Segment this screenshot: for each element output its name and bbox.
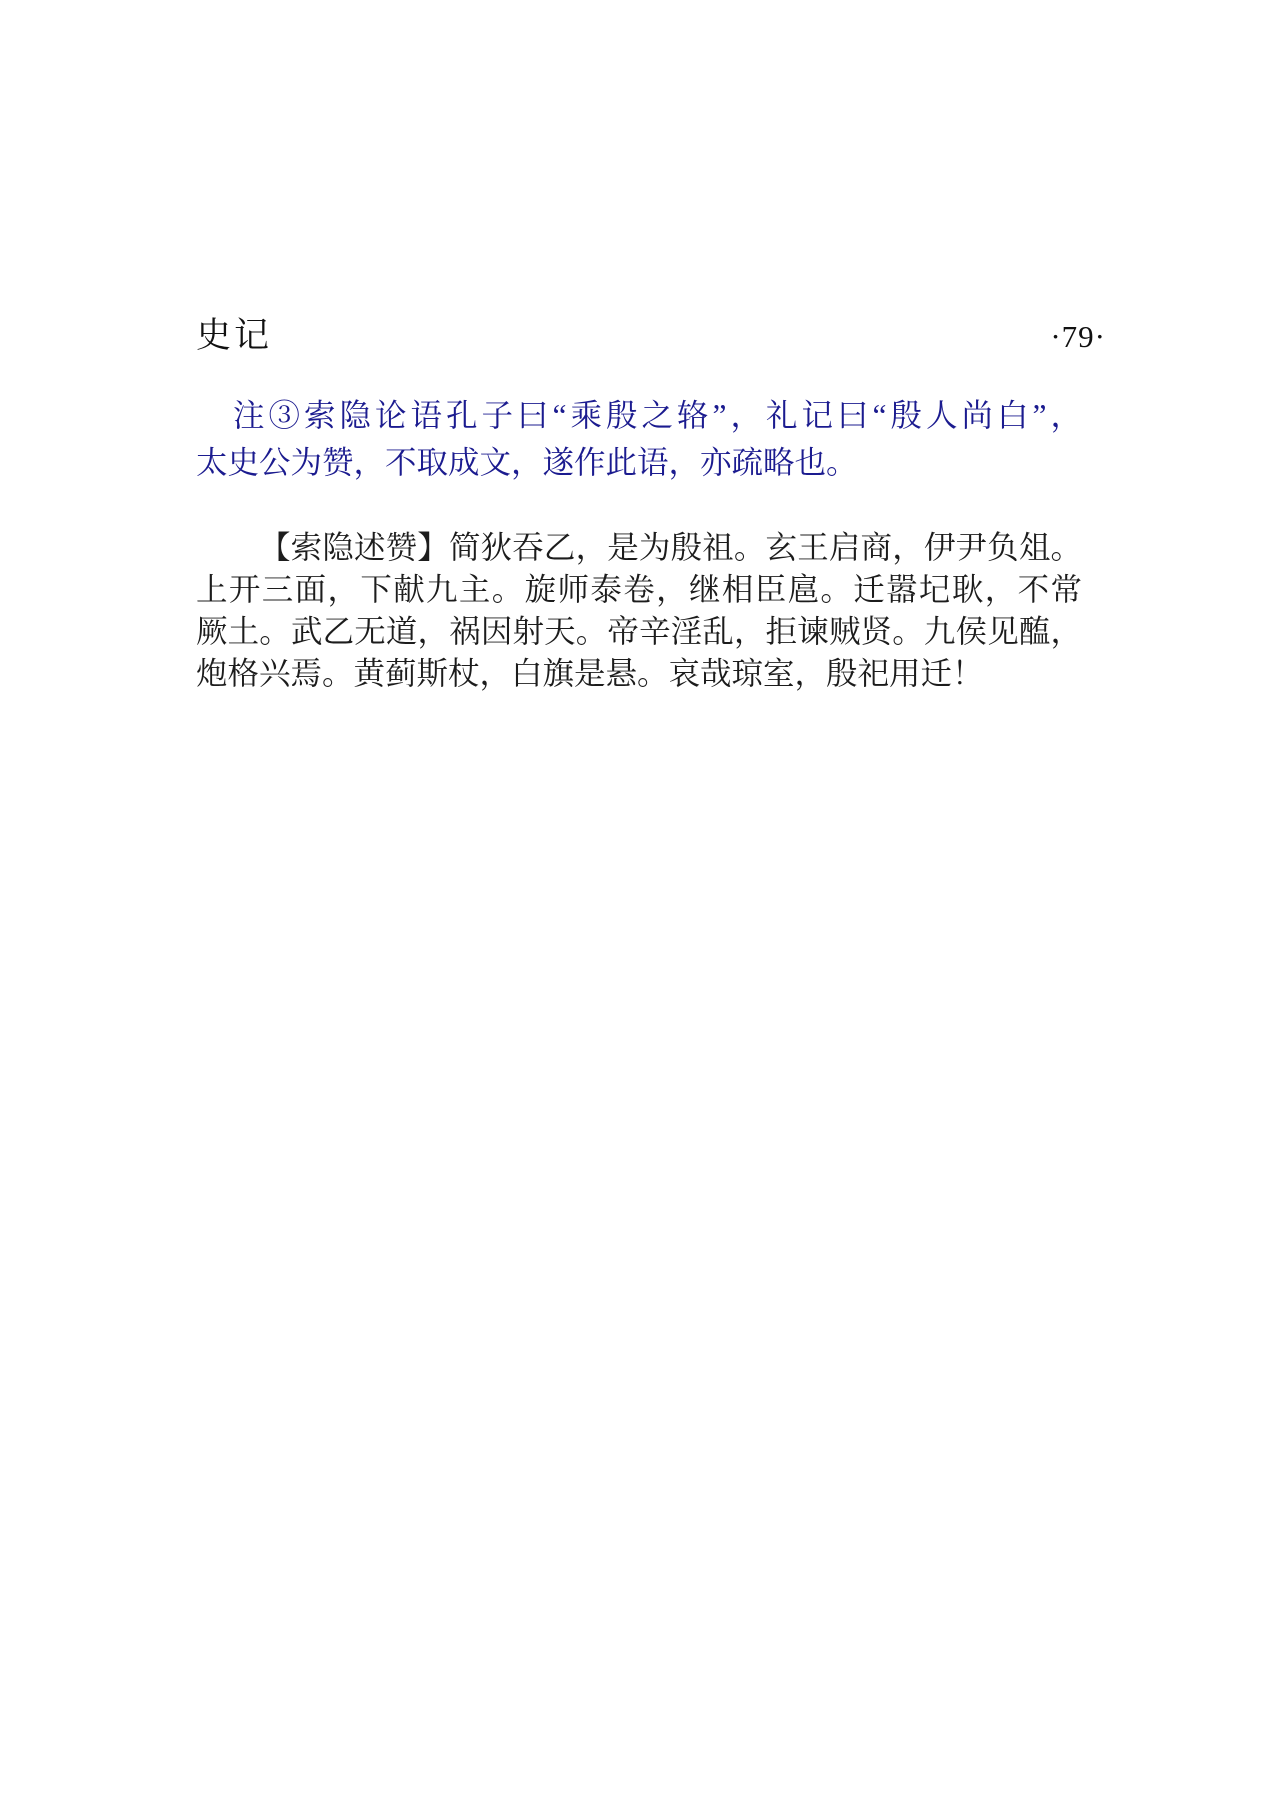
verse-line-4: 炮格兴焉。黄蓟斯杖，白旗是悬。哀哉琼室，殷祀用迁！ — [196, 656, 984, 691]
verse-line-1: 【索隐述赞】简狄吞乙，是为殷祖。玄王启商，伊尹负俎。 — [259, 530, 1082, 565]
book-title: 史记 — [196, 316, 273, 355]
annotation-line-1: 注③索隐论语孔子曰“乘殷之辂”，礼记曰“殷人尚白”， — [233, 398, 1082, 433]
annotation-paragraph — [196, 392, 1082, 486]
verse-line-2: 上开三面，下献九主。旋师泰卷，继相臣扈。迁嚣圮耿，不常 — [196, 572, 1082, 607]
page-header — [196, 308, 1106, 358]
verse-line-3: 厥土。武乙无道，祸因射天。帝辛淫乱，拒谏贼贤。九侯见醢， — [196, 614, 1082, 649]
annotation-line-2: 太史公为赞，不取成文，遂作此语，亦疏略也。 — [196, 445, 858, 480]
page-number: ·79· — [1050, 319, 1106, 354]
suoyin-shuzan-paragraph — [196, 527, 1082, 695]
